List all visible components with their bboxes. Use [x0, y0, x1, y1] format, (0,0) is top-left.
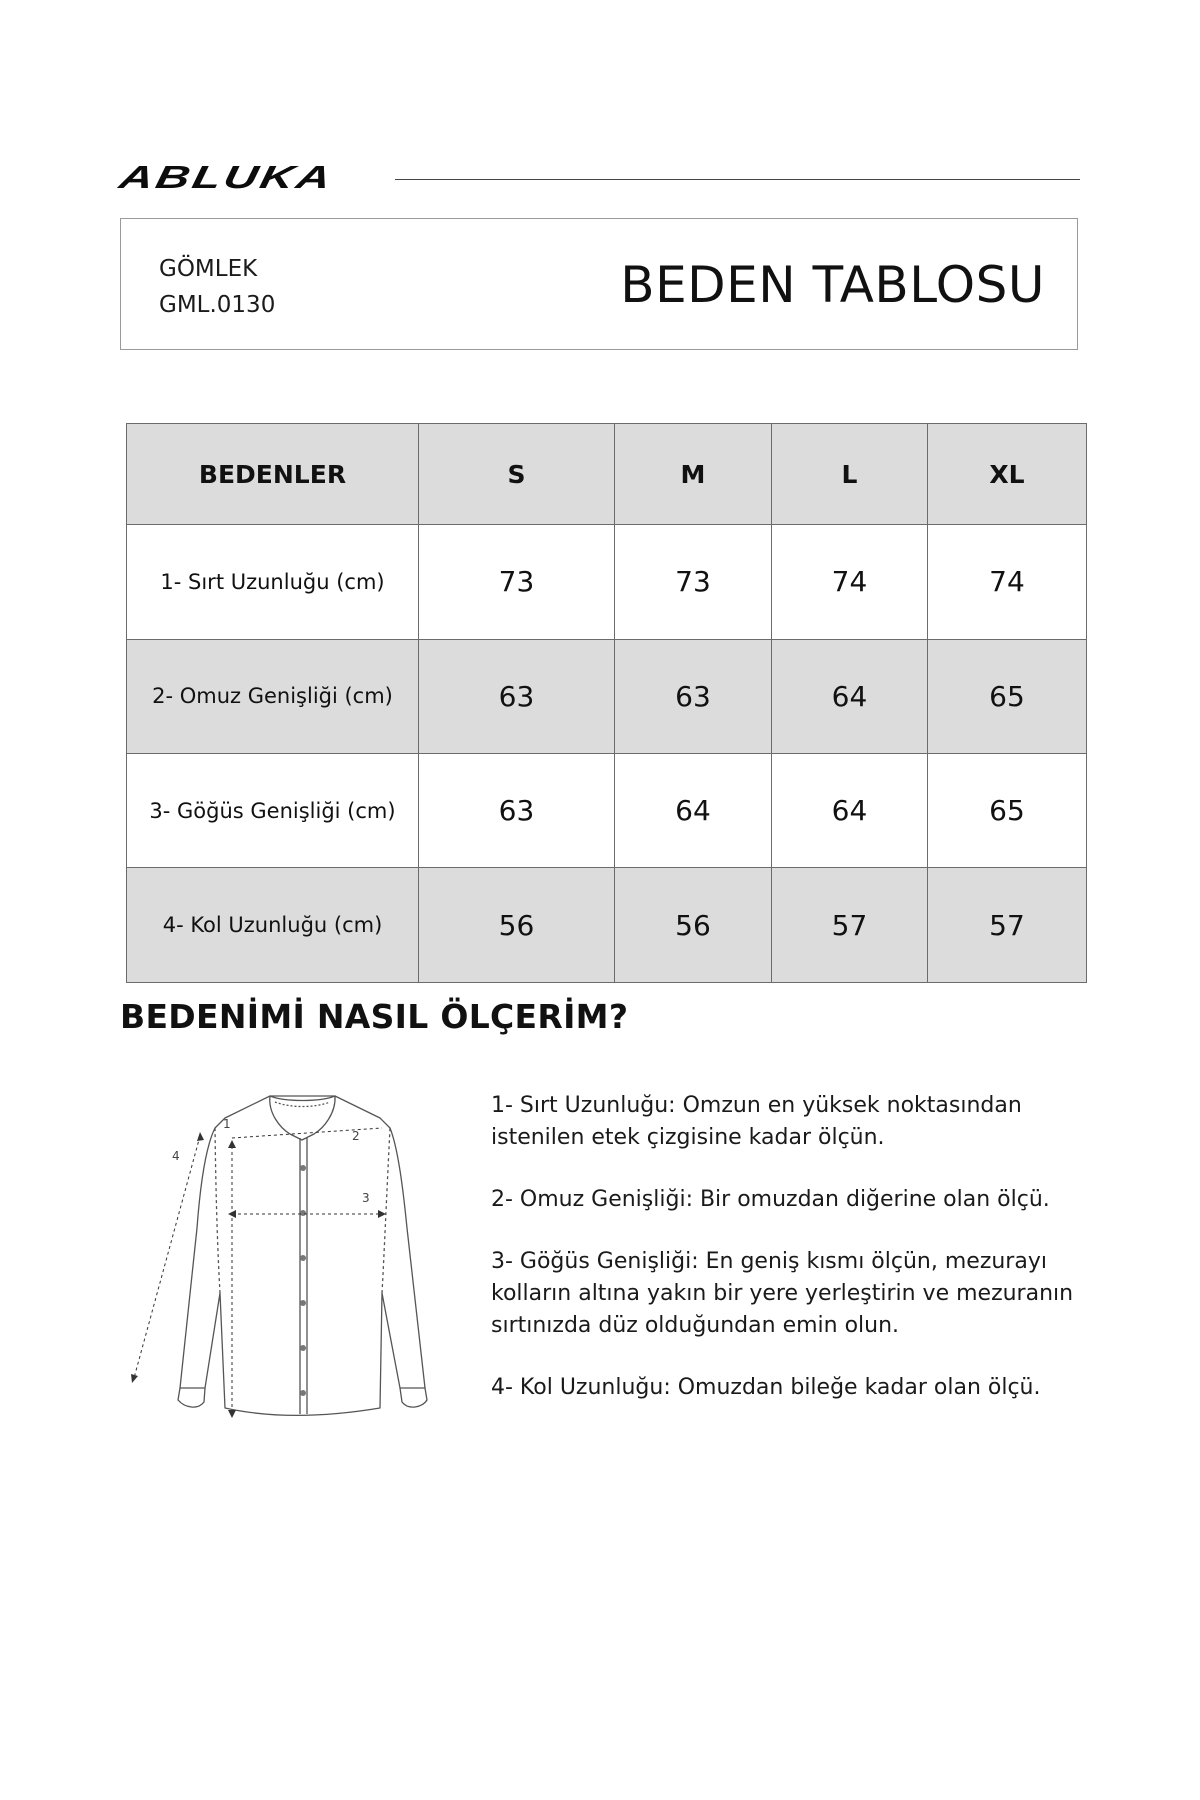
table-cell: 65 [928, 753, 1087, 867]
col-header-sizes: BEDENLER [127, 424, 419, 525]
shirt-diagram [120, 1088, 470, 1428]
page-title: BEDEN TABLOSU [620, 256, 1045, 314]
table-cell: 56 [615, 868, 772, 983]
instruction-shoulder-width: 2- Omuz Genişliği: Bir omuzdan diğerine olan ölçü. [491, 1187, 1050, 1212]
table-row [127, 639, 1087, 753]
table-cell: 73 [419, 525, 615, 639]
table-header-row [127, 424, 1087, 525]
table-cell: 64 [615, 753, 772, 867]
measurement-instructions [491, 1090, 1081, 1434]
brand-logo: ABLUKA [116, 159, 337, 195]
col-header-s: S [419, 424, 615, 525]
measure-sleeve [134, 1136, 200, 1378]
col-header-m: M [615, 424, 772, 525]
table-cell: 64 [772, 753, 928, 867]
table-cell: 57 [928, 868, 1087, 983]
table-cell: 73 [615, 525, 772, 639]
instruction-chest-width: 3- Göğüs Genişliği: En geniş kısmı ölçün, mezurayı kolların altına yakın bir yere yerleştirin ve mezuranın sırtınızda düz olduğundan emin olun. [491, 1249, 1074, 1338]
diagram-label-4: 4 [172, 1149, 180, 1163]
right-cuff [400, 1388, 427, 1407]
instruction-sleeve-length: 4- Kol Uzunluğu: Omuzdan bileğe kadar olan ölçü. [491, 1375, 1041, 1400]
product-info-box [120, 218, 1078, 350]
table-cell: 57 [772, 868, 928, 983]
diagram-label-3: 3 [362, 1191, 370, 1205]
table-cell: 63 [419, 753, 615, 867]
table-row [127, 868, 1087, 983]
table-cell: 74 [928, 525, 1087, 639]
table-cell: 65 [928, 639, 1087, 753]
table-cell: 64 [772, 639, 928, 753]
table-cell: 63 [419, 639, 615, 753]
shirt-collar [270, 1096, 335, 1140]
size-table [126, 423, 1087, 983]
row-label: 4- Kol Uzunluğu (cm) [127, 868, 419, 983]
row-label: 1- Sırt Uzunluğu (cm) [127, 525, 419, 639]
table-row [127, 753, 1087, 867]
table-cell: 56 [419, 868, 615, 983]
diagram-label-2: 2 [352, 1129, 360, 1143]
shirt-buttons [300, 1165, 306, 1396]
table-row [127, 525, 1087, 639]
col-header-xl: XL [928, 424, 1087, 525]
col-header-l: L [772, 424, 928, 525]
header-rule [395, 179, 1080, 180]
left-cuff [178, 1388, 205, 1407]
product-code: GML.0130 [159, 292, 276, 318]
shirt-collar-inner [275, 1102, 330, 1107]
diagram-label-1: 1 [223, 1117, 231, 1131]
row-label: 3- Göğüs Genişliği (cm) [127, 753, 419, 867]
product-info [159, 251, 275, 323]
table-cell: 63 [615, 639, 772, 753]
header [116, 159, 1080, 195]
how-to-measure-heading: BEDENİMİ NASIL ÖLÇERİM? [120, 997, 629, 1036]
product-category: GÖMLEK [159, 256, 258, 282]
table-cell: 74 [772, 525, 928, 639]
instruction-back-length: 1- Sırt Uzunluğu: Omzun en yüksek noktasından istenilen etek çizgisine kadar ölçün. [491, 1093, 1022, 1150]
row-label: 2- Omuz Genişliği (cm) [127, 639, 419, 753]
